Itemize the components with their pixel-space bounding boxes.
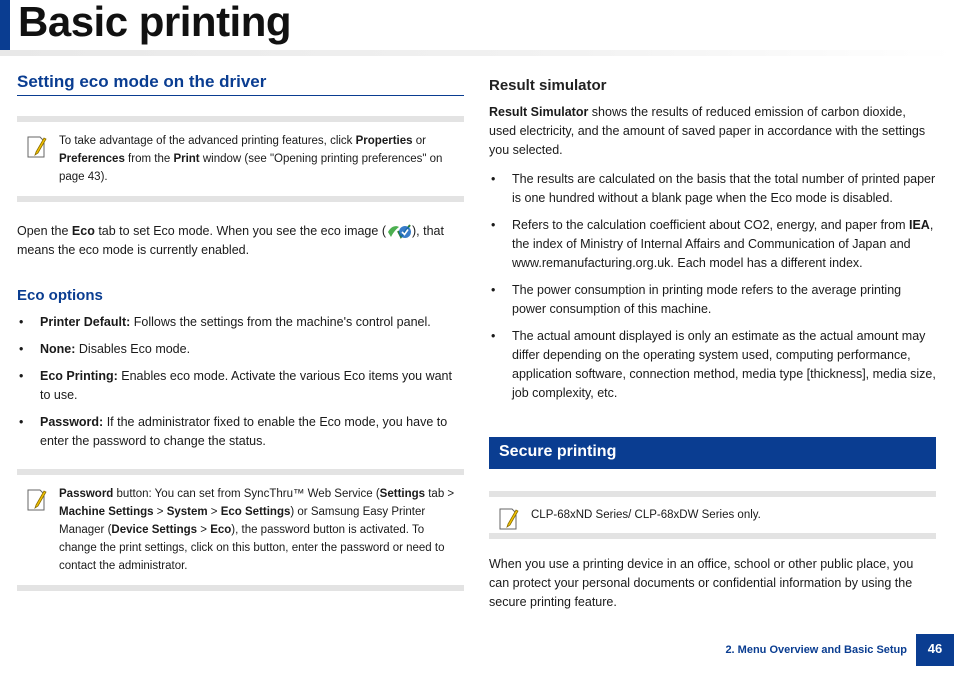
note-text: from the xyxy=(124,153,174,165)
left-column xyxy=(17,72,464,591)
note-bold: Eco xyxy=(210,524,232,536)
option-label: Printer Default: xyxy=(40,315,131,329)
secure-printing-paragraph: When you use a printing device in an office, school or other public place, you can protect your personal documents or confidential information by using the secure printing feature. xyxy=(489,557,914,609)
note-text: or xyxy=(412,135,426,147)
option-label: Eco Printing: xyxy=(40,369,118,383)
title-rule xyxy=(0,50,954,56)
eco-options-heading: Eco options xyxy=(17,287,103,304)
list-item xyxy=(17,340,464,359)
page-title: Basic printing xyxy=(18,0,292,45)
note-box-secure xyxy=(489,491,936,539)
list-item xyxy=(17,413,464,451)
bullet-text: , the index of Ministry of Internal Affairs and Communication of Japan and www.remanufacturing.org.uk. Each model has a different index. xyxy=(512,218,934,270)
option-text: If the administrator fixed to enable the Eco mode, you have to enter the password to change the status. xyxy=(40,415,448,448)
eco-leaf-icon xyxy=(386,223,412,239)
option-label: None: xyxy=(40,342,76,356)
intro-text: tab to set Eco mode. When you see the eco image ( xyxy=(94,224,386,238)
note-text: > xyxy=(197,524,211,536)
bullet-text: Refers to the calculation coefficient about CO2, energy, and paper from xyxy=(512,218,909,232)
note-bold: Machine Settings xyxy=(59,506,154,518)
note-text: window (see "Opening printing preferences" on page 43). xyxy=(59,153,443,183)
intro-text: ), that means the eco mode is currently enabled. xyxy=(17,224,444,257)
bullet-text: The results are calculated on the basis that the total number of printed paper is one hundred without a blank page when the Eco mode is disabled. xyxy=(512,172,936,205)
list-item xyxy=(17,367,464,405)
note-text: To take advantage of the advanced printing features, click xyxy=(59,135,356,147)
secure-printing-band: Secure printing xyxy=(489,437,936,469)
result-intro-paragraph xyxy=(489,103,936,160)
note-text: ) or Samsung Easy Printer Manager ( xyxy=(59,506,426,536)
note-box-advanced xyxy=(17,116,464,202)
intro-bold-eco: Eco xyxy=(71,224,95,238)
note-bold-properties: Properties xyxy=(355,135,413,147)
list-item xyxy=(489,281,936,319)
option-text: Enables eco mode. Activate the various Eco items you want to use. xyxy=(40,369,452,402)
bullet-bold-iea: IEA xyxy=(909,218,930,232)
list-item xyxy=(489,327,936,403)
note-text: > xyxy=(153,506,167,518)
note-bold: System xyxy=(166,506,208,518)
option-label: Password: xyxy=(40,415,104,429)
note-pencil-icon xyxy=(497,506,519,532)
result-bullets-list xyxy=(489,170,936,403)
note-text: tab > xyxy=(425,488,455,500)
list-item xyxy=(17,313,464,332)
intro-text: Open the xyxy=(17,224,72,238)
note-bold: Settings xyxy=(379,488,426,500)
result-simulator-heading: Result simulator xyxy=(489,77,607,94)
page-number-badge: 46 xyxy=(916,634,954,666)
eco-intro-paragraph xyxy=(17,222,464,260)
option-text: Disables Eco mode. xyxy=(75,342,191,356)
note-text: CLP-68xND Series/ CLP-68xDW Series only. xyxy=(531,509,761,521)
note-pencil-icon xyxy=(25,134,47,160)
footer-chapter-label: 2. Menu Overview and Basic Setup xyxy=(725,644,907,656)
bullet-text: The actual amount displayed is only an estimate as the actual amount may differ depending on the operating system used, computing performance, application software, connection method, media type [thickness], media size, job complexity, etc. xyxy=(512,329,936,400)
note-bold-print: Print xyxy=(173,153,200,165)
option-text: Follows the settings from the machine's control panel. xyxy=(130,315,431,329)
list-item xyxy=(489,216,936,273)
note-pencil-icon xyxy=(25,487,47,513)
result-text: shows the results of reduced emission of carbon dioxide, used electricity, and the amount of saved paper in accordance with the settings you selected. xyxy=(489,105,926,157)
list-item xyxy=(489,170,936,208)
eco-options-list xyxy=(17,313,464,451)
note-text: button: You can set from SyncThru™ Web Service ( xyxy=(113,488,380,500)
section-heading-eco-mode: Setting eco mode on the driver xyxy=(17,72,464,96)
bullet-text: The power consumption in printing mode refers to the average printing power consumption of this machine. xyxy=(512,283,902,316)
note-bold: Eco Settings xyxy=(220,506,291,518)
note-bold: Password xyxy=(59,488,114,500)
right-column xyxy=(489,72,936,612)
result-bold: Result Simulator xyxy=(489,105,589,119)
note-text: > xyxy=(207,506,221,518)
title-accent-bar xyxy=(0,0,10,52)
note-bold-preferences: Preferences xyxy=(59,153,125,165)
note-box-password xyxy=(17,469,464,591)
note-text: ), the password button is activated. To change the print settings, click on this button, enter the password or need to contact the administrator. xyxy=(59,524,445,572)
note-bold: Device Settings xyxy=(111,524,198,536)
